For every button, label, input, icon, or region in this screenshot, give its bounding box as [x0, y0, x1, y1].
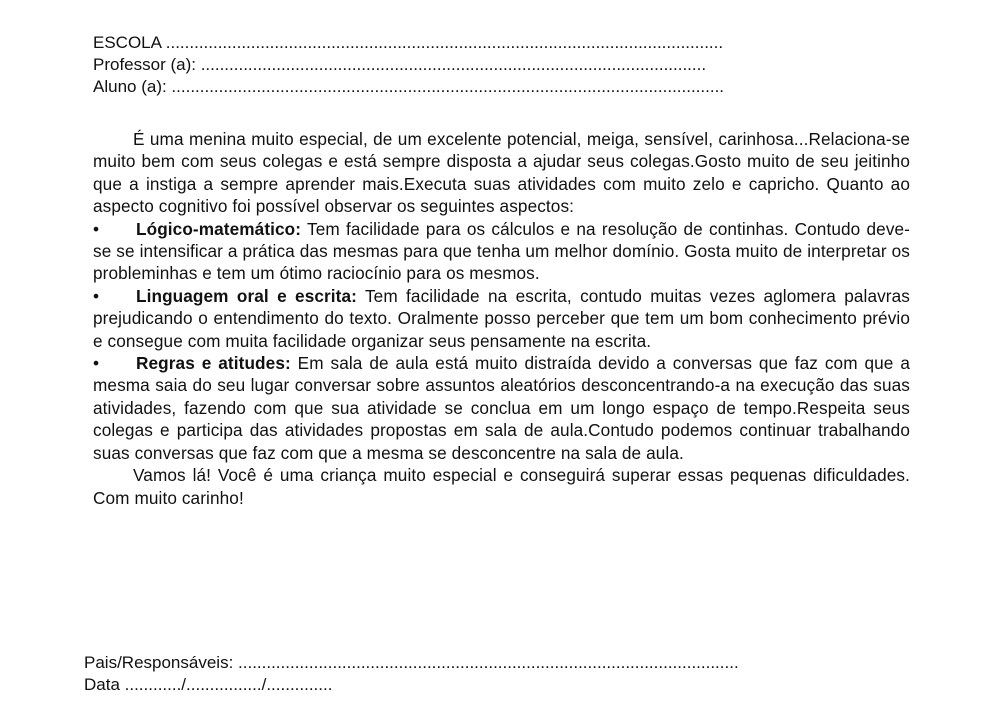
bullet-title: Regras e atitudes:: [136, 353, 291, 374]
teacher-field: Professor (a): ...........................................................................................................: [93, 55, 707, 74]
bullet-linguagem: [93, 285, 910, 352]
parents-signature-field: Pais/Responsáveis: ..........................................................................................................: [84, 653, 739, 672]
bullet-logico-matematico: [93, 218, 910, 285]
bullet-icon: •: [93, 218, 100, 239]
header-block: [93, 32, 913, 98]
bullet-icon: •: [93, 353, 100, 374]
intro-paragraph: É uma menina muito especial, de um excelente potencial, meiga, sensível, carinhosa...Relaciona-se muito bem com seus colegas e está sempre disposta a ajudar seus colegas.Gosto muito de seu jeitinho que a instiga a sempre aprender mais.Executa suas atividades com muito zelo e capricho. Quanto ao aspecto cognitivo foi possível observar os seguintes aspectos:: [93, 129, 910, 217]
footer-block: [84, 652, 914, 696]
report-body: [93, 128, 910, 509]
bullet-text: Tem facilidade para os cálculos e na resolução de continhas. Contudo deve-se se intensificar a prática das mesmas para que tenha um melhor domínio. Gosta muito de interpretar os probleminhas e tem um ótimo raciocínio para os mesmos.: [93, 218, 910, 284]
bullet-title: Lógico-matemático:: [136, 218, 302, 239]
date-field: Data ............/................/..............: [84, 675, 333, 694]
closing-paragraph: Vamos lá! Você é uma criança muito especial e conseguirá superar essas pequenas dificuldades. Com muito carinho!: [93, 465, 910, 508]
bullet-title: Linguagem oral e escrita:: [136, 285, 357, 306]
bullet-regras: [93, 352, 910, 464]
bullet-text: Em sala de aula está muito distraída devido a conversas que faz com que a mesma saia do seu lugar conversar sobre assuntos aleatórios desconcentrando-a na execução das suas atividades, fazendo com que sua atividade se conclua em um longo espaço de tempo.Respeita seus colegas e participa das atividades propostas em sala de aula.Contudo podemos continuar trabalhando suas conversas que faz com que a mesma se desconcentre na sala de aula.: [93, 353, 910, 463]
school-field: ESCOLA ......................................................................................................................: [93, 33, 724, 52]
student-field: Aluno (a): .....................................................................................................................: [93, 77, 725, 96]
bullet-text: Tem facilidade na escrita, contudo muitas vezes aglomera palavras prejudicando o entendimento do texto. Oralmente posso perceber que tem um bom conhecimento prévio e consegue com muita facilidade organizar seus pensamente na escrita.: [93, 285, 910, 351]
bullet-icon: •: [93, 285, 100, 306]
